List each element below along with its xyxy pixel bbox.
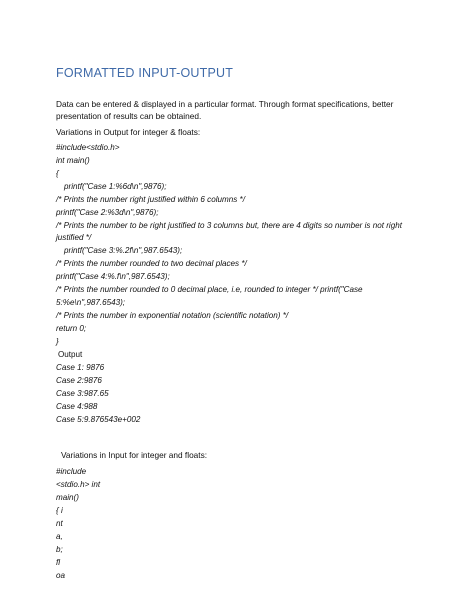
code-line: a, (56, 532, 63, 541)
output-heading: Variations in Output for integer & floats: (56, 127, 201, 137)
code-line: fl (56, 558, 61, 567)
code-line: } (56, 337, 59, 346)
output-line: Case 4:988 (56, 402, 98, 411)
code-line: printf("Case 1:%6d\n",9876); (64, 182, 167, 191)
intro-paragraph: Data can be entered & displayed in a particular format. Through format specifications, better presentation of results can be obtained. (56, 99, 394, 122)
output-label: Output (58, 350, 83, 359)
code-line: #include<stdio.h> (56, 143, 120, 152)
code-line: printf("Case 2:%3d\n",9876); (56, 208, 159, 217)
code-line: /* Prints the number rounded to 0 decimal place, i.e, rounded to integer */ printf("Case (56, 285, 363, 294)
code-line: /* Prints the number to be right justified to 3 columns but, there are 4 digits so number is not right (56, 221, 402, 230)
code-line: printf("Case 4:%.f\n",987.6543); (56, 272, 170, 281)
code-line: int main() (56, 156, 90, 165)
output-line: Case 1: 9876 (56, 363, 105, 372)
code-line: main() (56, 493, 79, 502)
output-line: Case 5:9.876543e+002 (56, 415, 141, 424)
output-line: Case 2:9876 (56, 376, 102, 385)
code-line: printf("Case 3:%.2f\n",987.6543); (64, 246, 183, 255)
code-line: nt (56, 519, 63, 528)
output-line: Case 3:987.65 (56, 389, 109, 398)
code-line: <stdio.h> int (56, 480, 101, 489)
code-line: /* Prints the number in exponential notation (scientific notation) */ (56, 311, 289, 320)
input-heading: Variations in Input for integer and floats: (61, 450, 208, 460)
code-line: /* Prints the number right justified within 6 columns */ (56, 195, 245, 204)
code-line: /* Prints the number rounded to two decimal places */ (56, 259, 247, 268)
code-line: { (56, 169, 59, 178)
code-line: justified */ (56, 233, 92, 242)
code-line: #include (56, 467, 87, 476)
code-line: { i (56, 506, 63, 515)
code-line: 5:%e\n",987.6543); (56, 298, 126, 307)
code-line: b; (56, 545, 63, 554)
code-line: return 0; (56, 324, 87, 333)
page-title: FORMATTED INPUT-OUTPUT (56, 66, 234, 80)
code-line: oa (56, 571, 66, 580)
